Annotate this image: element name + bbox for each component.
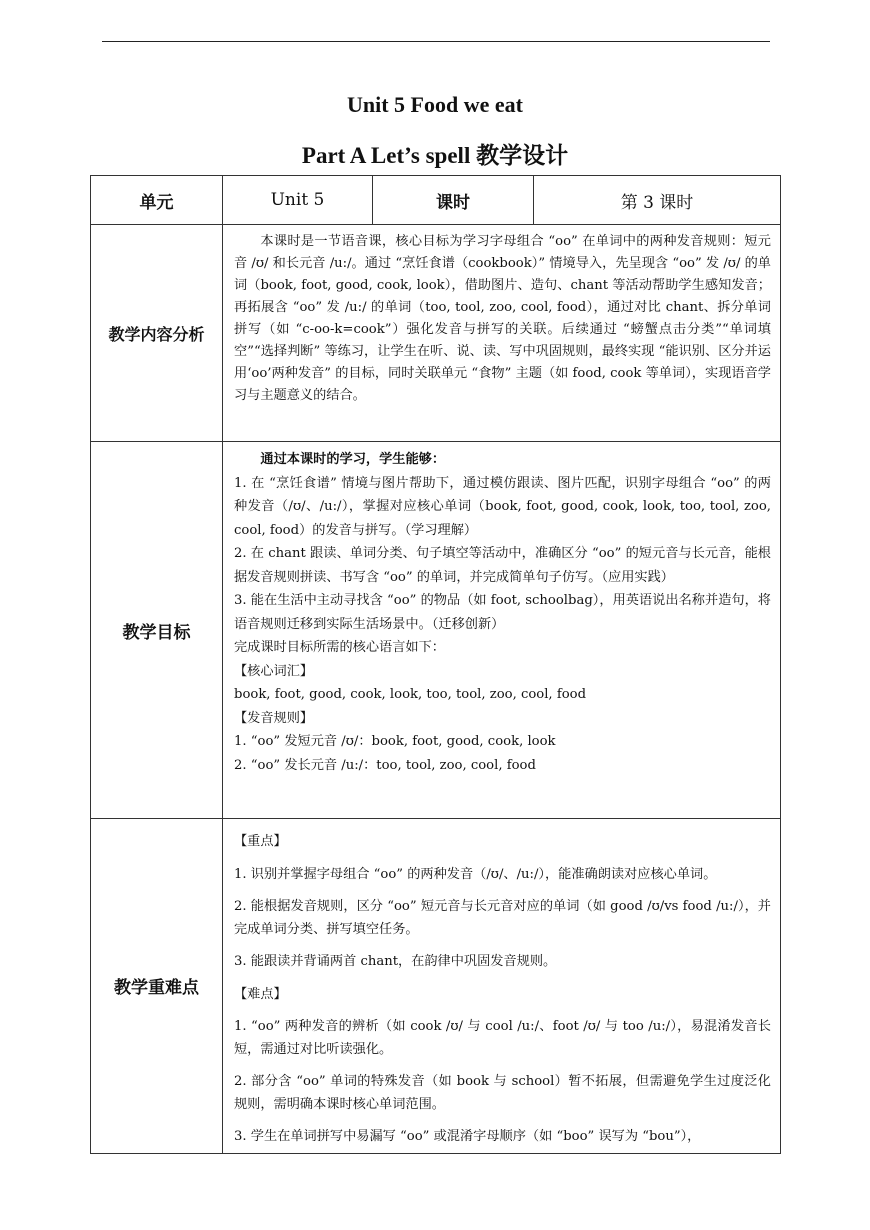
keypoints-label: 教学重难点 [91, 819, 223, 1154]
unit-value: Unit 5 [223, 176, 373, 225]
rules-heading: 【发音规则】 [234, 710, 314, 726]
key-item: 3. 能跟读并背诵两首 chant，在韵律中巩固发音规则。 [234, 954, 557, 969]
document-title: Unit 5 Food we eat [347, 92, 523, 117]
objective-item: 1. 在 “烹饪食谱” 情境与图片帮助下，通过模仿跟读、图片匹配，识别字母组合 “oo” 的两种发音（/ʊ/、/u:/），掌握对应核心单词（book, foot, good, cook, look, too, tool, zoo, cool, food）的发音与拼写。（学习理解） [234, 475, 771, 538]
core-language-intro: 完成课时目标所需的核心语言如下： [234, 640, 445, 655]
difficulty-item: 2. 部分含 “oo” 单词的特殊发音（如 book 与 school）暂不拓展，但需避免学生过度泛化规则，需明确本课时核心单词范围。 [234, 1074, 771, 1112]
analysis-cell [223, 225, 781, 442]
vocab-heading: 【核心词汇】 [234, 663, 314, 679]
lesson-plan-table [90, 175, 781, 1154]
period-label: 课时 [373, 176, 534, 225]
objectives-row [91, 442, 781, 819]
difficulty-item: 1. “oo” 两种发音的辨析（如 cook /ʊ/ 与 cool /u:/、foot /ʊ/ 与 too /u:/），易混淆发音长短，需通过对比听读强化。 [234, 1019, 771, 1057]
analysis-row [91, 225, 781, 442]
rule-short-vowel: 1. “oo” 发短元音 /ʊ/：book, foot, good, cook, look [234, 734, 556, 749]
keypoints-row [91, 819, 781, 1154]
objectives-cell [223, 442, 781, 819]
keypoints-cell [223, 819, 781, 1154]
header-row [91, 176, 781, 225]
objectives-intro: 通过本课时的学习，学生能够： [260, 452, 446, 467]
analysis-text: 本课时是一节语音课，核心目标为学习字母组合 “oo” 在单词中的两种发音规则：短元音 /ʊ/ 和长元音 /u:/。通过 “烹饪食谱（cookbook）” 情境导入，先呈现含 “oo” 发 /ʊ/ 的单词（book, foot, good, cook, look），借助图片、造句、chant 等活动帮助学生感知发音；再拓展含 “oo” 发 /u:/ 的单词（too, tool, zoo, cool, food），通过对比 chant、拆分单词拼写（如 “c-oo-k=cook”）强化发音与拼写的关联。后续通过 “螃蟹点击分类”“单词填空”“选择判断” 等练习，让学生在听、说、读、写中巩固规则，最终实现 “能识别、区分并运用‘oo’两种发音” 的目标，同时关联单元 “食物” 主题（如 food, cook 等单词），实现语音学习与主题意义的结合。 [234, 234, 771, 403]
key-item: 1. 识别并掌握字母组合 “oo” 的两种发音（/ʊ/、/u:/），能准确朗读对应核心单词。 [234, 866, 717, 882]
document-subtitle: Part A Let’s spell 教学设计 [301, 143, 569, 168]
objective-item: 2. 在 chant 跟读、单词分类、句子填空等活动中，准确区分 “oo” 的短元音与长元音，能根据发音规则拼读、书写含 “oo” 的单词，并完成简单句子仿写。（应用实践） [234, 546, 771, 585]
key-item: 2. 能根据发音规则，区分 “oo” 短元音与长元音对应的单词（如 good /ʊ/vs food /u:/），并完成单词分类、拼写填空任务。 [234, 899, 771, 937]
objective-item: 3. 能在生活中主动寻找含 “oo” 的物品（如 foot, schoolbag），用英语说出名称并造句，将语音规则迁移到实际生活场景中。（迁移创新） [234, 593, 771, 632]
key-heading: 【重点】 [234, 834, 287, 849]
difficulty-heading: 【难点】 [234, 986, 287, 1002]
analysis-label: 教学内容分析 [91, 225, 223, 442]
difficulty-item: 3. 学生在单词拼写中易漏写 “oo” 或混淆字母顺序（如 “boo” 误写为 “bou”）， [234, 1129, 701, 1144]
objectives-label: 教学目标 [91, 442, 223, 819]
unit-label: 单元 [91, 176, 223, 225]
period-value: 第 3 课时 [534, 176, 781, 225]
rule-long-vowel: 2. “oo” 发长元音 /u:/：too, tool, zoo, cool, food [234, 757, 536, 773]
vocab-list: book, foot, good, cook, look, too, tool, zoo, cool, food [234, 687, 587, 702]
header-rule [102, 41, 770, 42]
